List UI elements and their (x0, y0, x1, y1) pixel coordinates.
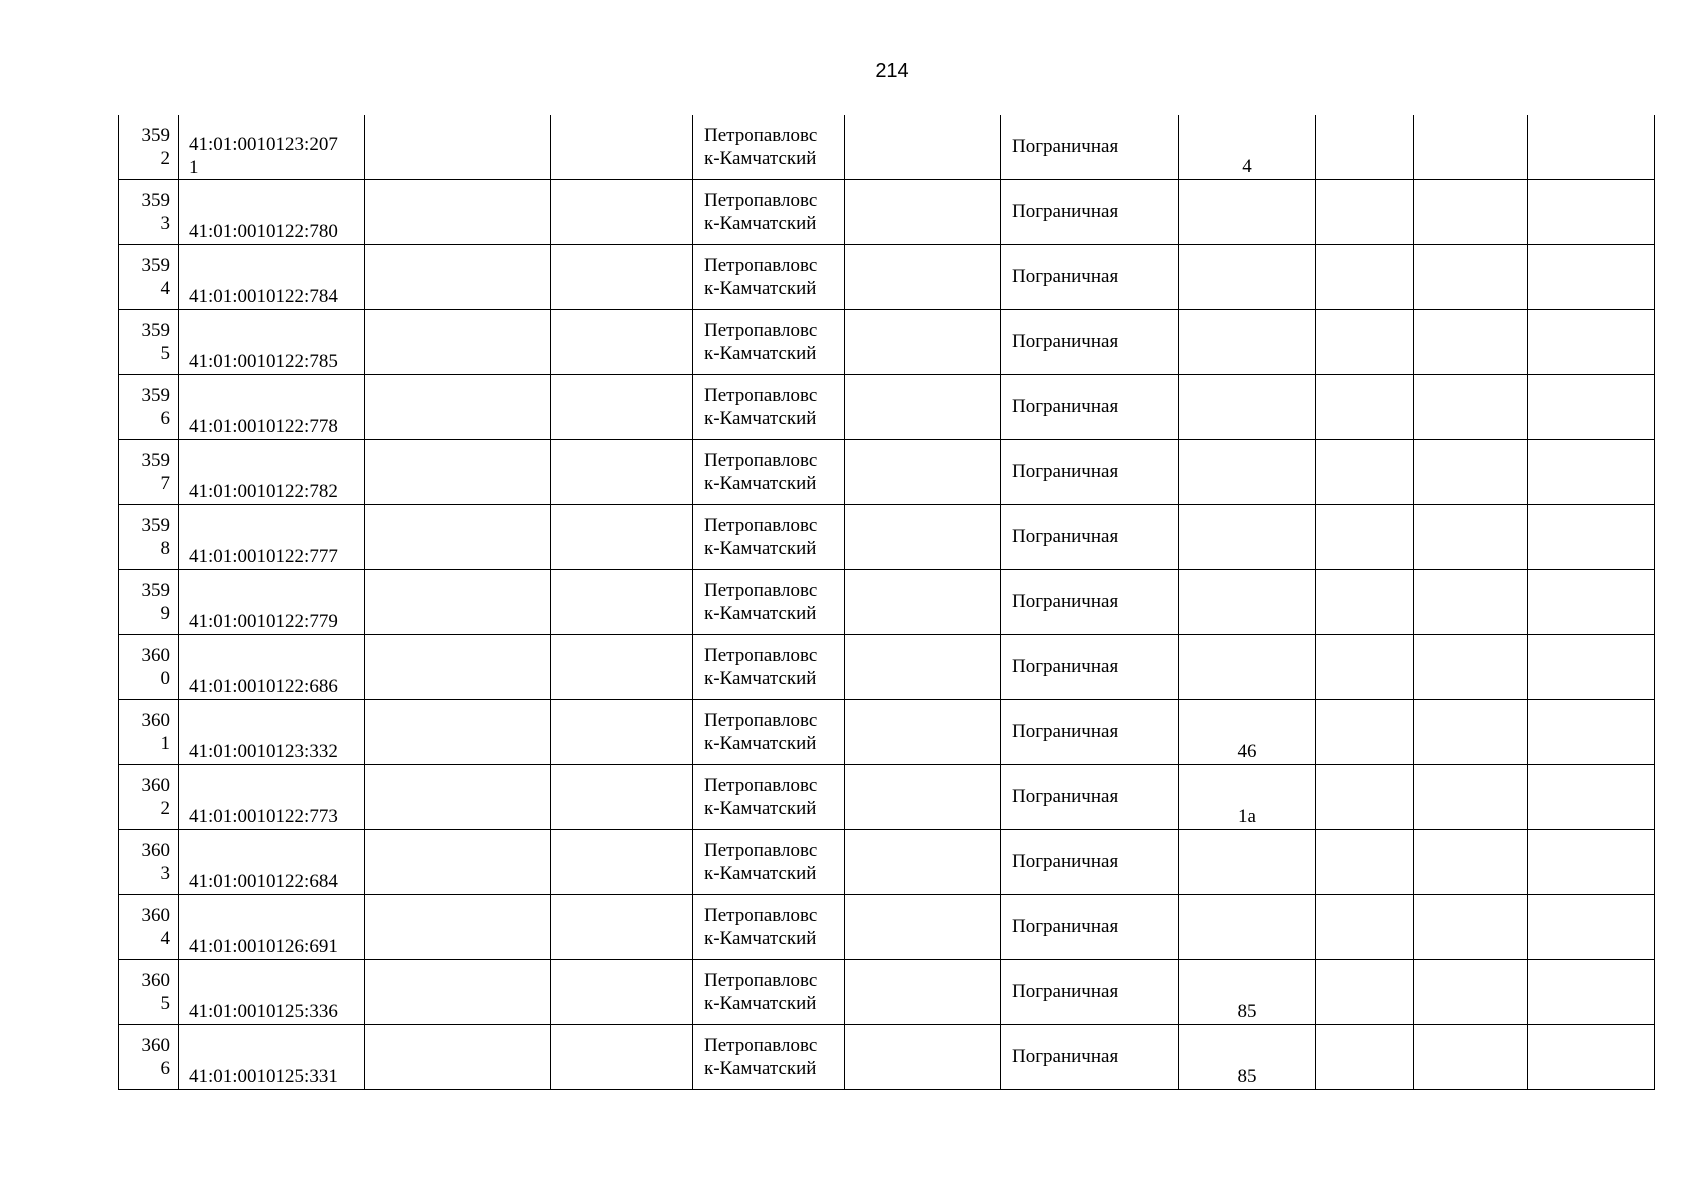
table-row (119, 570, 1655, 635)
street-name: Пограничная (1012, 721, 1119, 742)
empty-cell (551, 635, 693, 700)
house-number-cell (1179, 505, 1316, 570)
row-number-bottom: 8 (160, 538, 170, 559)
empty-cell (365, 700, 551, 765)
city-name: Петропавловс к-Камчатский (704, 840, 818, 884)
street-cell (1001, 830, 1179, 895)
empty-cell (1414, 895, 1528, 960)
house-number-cell (1179, 700, 1316, 765)
street-name: Пограничная (1012, 461, 1119, 482)
table-row (119, 440, 1655, 505)
street-cell (1001, 700, 1179, 765)
empty-cell (1316, 635, 1414, 700)
empty-cell (1316, 830, 1414, 895)
row-number-cell (119, 700, 179, 765)
registry-table (118, 115, 1655, 1090)
empty-cell (551, 440, 693, 505)
house-number: 46 (1237, 741, 1257, 762)
street-cell (1001, 765, 1179, 830)
empty-cell (1414, 245, 1528, 310)
house-number: 4 (1242, 156, 1252, 177)
empty-cell (1528, 960, 1655, 1025)
city-cell (693, 505, 845, 570)
empty-cell (845, 115, 1001, 180)
empty-cell (1414, 1025, 1528, 1090)
row-number-bottom: 3 (160, 213, 170, 234)
row-number-cell (119, 830, 179, 895)
city-cell (693, 960, 845, 1025)
empty-cell (365, 570, 551, 635)
row-number-cell (119, 895, 179, 960)
house-number-cell (1179, 570, 1316, 635)
empty-cell (551, 895, 693, 960)
empty-cell (1316, 960, 1414, 1025)
row-number-cell (119, 1025, 179, 1090)
empty-cell (845, 1025, 1001, 1090)
empty-cell (551, 115, 693, 180)
empty-cell (365, 960, 551, 1025)
table-row (119, 765, 1655, 830)
street-cell (1001, 440, 1179, 505)
row-number-top: 359 (141, 450, 170, 471)
empty-cell (1316, 245, 1414, 310)
row-number-cell (119, 505, 179, 570)
empty-cell (1414, 440, 1528, 505)
empty-cell (1414, 570, 1528, 635)
empty-cell (845, 440, 1001, 505)
row-number-bottom: 2 (160, 148, 170, 169)
table-row (119, 505, 1655, 570)
city-name: Петропавловс к-Камчатский (704, 580, 818, 624)
cadastral-number-cell (179, 115, 365, 180)
cadastral-number: 41:01:0010122:780 (189, 221, 338, 242)
city-cell (693, 830, 845, 895)
empty-cell (845, 180, 1001, 245)
cadastral-number: 41:01:0010122:684 (189, 871, 338, 892)
empty-cell (845, 895, 1001, 960)
cadastral-number: 41:01:0010122:779 (189, 611, 338, 632)
house-number-cell (1179, 115, 1316, 180)
empty-cell (1528, 570, 1655, 635)
empty-cell (1316, 1025, 1414, 1090)
city-cell (693, 1025, 845, 1090)
empty-cell (365, 440, 551, 505)
empty-cell (1414, 375, 1528, 440)
empty-cell (1528, 895, 1655, 960)
house-number-cell (1179, 895, 1316, 960)
cadastral-number-cell (179, 700, 365, 765)
empty-cell (1528, 1025, 1655, 1090)
city-cell (693, 180, 845, 245)
empty-cell (1528, 505, 1655, 570)
cadastral-number-cell (179, 505, 365, 570)
empty-cell (1316, 765, 1414, 830)
table-row (119, 245, 1655, 310)
table-row (119, 375, 1655, 440)
row-number-cell (119, 180, 179, 245)
empty-cell (1414, 765, 1528, 830)
cadastral-number-cell (179, 375, 365, 440)
house-number-cell (1179, 375, 1316, 440)
city-name: Петропавловс к-Камчатский (704, 385, 818, 429)
city-name: Петропавловс к-Камчатский (704, 190, 818, 234)
cadastral-number: 41:01:0010126:691 (189, 936, 338, 957)
city-cell (693, 765, 845, 830)
city-name: Петропавловс к-Камчатский (704, 775, 818, 819)
city-cell (693, 245, 845, 310)
row-number-cell (119, 245, 179, 310)
street-name: Пограничная (1012, 331, 1119, 352)
row-number-top: 360 (141, 840, 170, 861)
street-cell (1001, 570, 1179, 635)
row-number-cell (119, 570, 179, 635)
row-number-bottom: 2 (160, 798, 170, 819)
row-number-top: 359 (141, 125, 170, 146)
row-number-bottom: 6 (160, 1058, 170, 1079)
empty-cell (1316, 895, 1414, 960)
cadastral-number: 41:01:0010122:778 (189, 416, 338, 437)
empty-cell (551, 245, 693, 310)
city-cell (693, 375, 845, 440)
table-row (119, 115, 1655, 180)
row-number-bottom: 1 (160, 733, 170, 754)
city-cell (693, 895, 845, 960)
empty-cell (1316, 375, 1414, 440)
row-number-cell (119, 960, 179, 1025)
cadastral-number: 41:01:0010122:784 (189, 286, 338, 307)
cadastral-number-cell (179, 245, 365, 310)
empty-cell (1528, 830, 1655, 895)
house-number-cell (1179, 960, 1316, 1025)
empty-cell (365, 830, 551, 895)
empty-cell (365, 375, 551, 440)
row-number-bottom: 4 (160, 928, 170, 949)
row-number-top: 359 (141, 385, 170, 406)
house-number: 85 (1237, 1066, 1257, 1087)
empty-cell (551, 1025, 693, 1090)
city-name: Петропавловс к-Камчатский (704, 905, 818, 949)
empty-cell (365, 505, 551, 570)
street-cell (1001, 310, 1179, 375)
street-name: Пограничная (1012, 396, 1119, 417)
table-row (119, 700, 1655, 765)
cadastral-number-cell (179, 635, 365, 700)
row-number-top: 360 (141, 1035, 170, 1056)
row-number-bottom: 3 (160, 863, 170, 884)
row-number-top: 360 (141, 710, 170, 731)
empty-cell (1528, 700, 1655, 765)
street-name: Пограничная (1012, 656, 1119, 677)
cadastral-number: 41:01:0010122:773 (189, 806, 338, 827)
table-row (119, 180, 1655, 245)
cadastral-number: 41:01:0010122:686 (189, 676, 338, 697)
street-name: Пограничная (1012, 786, 1119, 807)
house-number-cell (1179, 310, 1316, 375)
street-cell (1001, 960, 1179, 1025)
cadastral-number: 41:01:0010122:777 (189, 546, 338, 567)
row-number-cell (119, 440, 179, 505)
empty-cell (1316, 440, 1414, 505)
street-name: Пограничная (1012, 136, 1119, 157)
house-number-cell (1179, 1025, 1316, 1090)
street-name: Пограничная (1012, 526, 1119, 547)
table-row (119, 1025, 1655, 1090)
empty-cell (551, 505, 693, 570)
row-number-top: 360 (141, 645, 170, 666)
city-cell (693, 115, 845, 180)
empty-cell (1316, 700, 1414, 765)
street-cell (1001, 180, 1179, 245)
empty-cell (1414, 635, 1528, 700)
row-number-bottom: 0 (160, 668, 170, 689)
empty-cell (365, 115, 551, 180)
cadastral-number-cell (179, 570, 365, 635)
empty-cell (1414, 505, 1528, 570)
city-cell (693, 310, 845, 375)
house-number-cell (1179, 830, 1316, 895)
street-cell (1001, 1025, 1179, 1090)
street-name: Пограничная (1012, 266, 1119, 287)
cadastral-number: 41:01:0010123:332 (189, 741, 338, 762)
cadastral-number-cell (179, 440, 365, 505)
table-row (119, 310, 1655, 375)
empty-cell (365, 245, 551, 310)
house-number-cell (1179, 180, 1316, 245)
empty-cell (365, 635, 551, 700)
street-name: Пограничная (1012, 851, 1119, 872)
street-cell (1001, 635, 1179, 700)
house-number-cell (1179, 245, 1316, 310)
table-row (119, 960, 1655, 1025)
empty-cell (845, 765, 1001, 830)
empty-cell (365, 765, 551, 830)
empty-cell (845, 245, 1001, 310)
city-cell (693, 700, 845, 765)
cadastral-number-cell (179, 830, 365, 895)
cadastral-number: 41:01:0010125:336 (189, 1001, 338, 1022)
empty-cell (1316, 310, 1414, 375)
empty-cell (1414, 960, 1528, 1025)
empty-cell (845, 310, 1001, 375)
empty-cell (1414, 830, 1528, 895)
street-cell (1001, 115, 1179, 180)
table-row (119, 895, 1655, 960)
empty-cell (1316, 570, 1414, 635)
row-number-bottom: 5 (160, 993, 170, 1014)
empty-cell (551, 570, 693, 635)
empty-cell (845, 375, 1001, 440)
empty-cell (551, 375, 693, 440)
city-name: Петропавловс к-Камчатский (704, 710, 818, 754)
empty-cell (1528, 180, 1655, 245)
empty-cell (1316, 115, 1414, 180)
cadastral-number-cell (179, 960, 365, 1025)
cadastral-number-cell (179, 765, 365, 830)
table-row (119, 830, 1655, 895)
row-number-cell (119, 765, 179, 830)
city-name: Петропавловс к-Камчатский (704, 255, 818, 299)
cadastral-number: 41:01:0010122:782 (189, 481, 338, 502)
table-row (119, 635, 1655, 700)
city-name: Петропавловс к-Камчатский (704, 450, 818, 494)
city-name: Петропавловс к-Камчатский (704, 645, 818, 689)
row-number-top: 359 (141, 580, 170, 601)
street-name: Пограничная (1012, 201, 1119, 222)
empty-cell (845, 830, 1001, 895)
street-name: Пограничная (1012, 591, 1119, 612)
empty-cell (1528, 245, 1655, 310)
empty-cell (551, 310, 693, 375)
street-cell (1001, 505, 1179, 570)
house-number: 1а (1238, 806, 1256, 827)
city-cell (693, 635, 845, 700)
street-cell (1001, 895, 1179, 960)
cadastral-number-cell (179, 310, 365, 375)
street-name: Пограничная (1012, 981, 1119, 1002)
empty-cell (1528, 440, 1655, 505)
empty-cell (551, 830, 693, 895)
empty-cell (1414, 310, 1528, 375)
cadastral-number: 41:01:0010122:785 (189, 351, 338, 372)
row-number-top: 359 (141, 190, 170, 211)
empty-cell (551, 960, 693, 1025)
house-number-cell (1179, 765, 1316, 830)
empty-cell (551, 180, 693, 245)
empty-cell (1414, 700, 1528, 765)
row-number-top: 360 (141, 905, 170, 926)
empty-cell (845, 505, 1001, 570)
house-number-cell (1179, 635, 1316, 700)
row-number-bottom: 7 (160, 473, 170, 494)
cadastral-number: 41:01:0010125:331 (189, 1066, 338, 1087)
empty-cell (845, 570, 1001, 635)
empty-cell (1414, 115, 1528, 180)
street-cell (1001, 245, 1179, 310)
cadastral-number-cell (179, 1025, 365, 1090)
city-name: Петропавловс к-Камчатский (704, 320, 818, 364)
house-number-cell (1179, 440, 1316, 505)
empty-cell (365, 895, 551, 960)
row-number-top: 360 (141, 775, 170, 796)
page-number: 214 (875, 60, 909, 82)
row-number-cell (119, 375, 179, 440)
row-number-cell (119, 115, 179, 180)
city-cell (693, 570, 845, 635)
row-number-cell (119, 310, 179, 375)
empty-cell (1528, 115, 1655, 180)
empty-cell (365, 310, 551, 375)
street-name: Пограничная (1012, 916, 1119, 937)
cadastral-number-cell (179, 895, 365, 960)
city-name: Петропавловс к-Камчатский (704, 970, 818, 1014)
empty-cell (845, 635, 1001, 700)
empty-cell (1528, 375, 1655, 440)
row-number-bottom: 5 (160, 343, 170, 364)
city-name: Петропавловс к-Камчатский (704, 515, 818, 559)
empty-cell (1414, 180, 1528, 245)
cadastral-number: 41:01:0010123:2071 (189, 134, 338, 178)
empty-cell (845, 700, 1001, 765)
empty-cell (1316, 505, 1414, 570)
street-name: Пограничная (1012, 1046, 1119, 1067)
house-number: 85 (1237, 1001, 1257, 1022)
empty-cell (551, 700, 693, 765)
city-name: Петропавловс к-Камчатский (704, 125, 818, 169)
row-number-top: 359 (141, 515, 170, 536)
empty-cell (365, 1025, 551, 1090)
row-number-top: 359 (141, 255, 170, 276)
empty-cell (845, 960, 1001, 1025)
empty-cell (1528, 635, 1655, 700)
row-number-top: 359 (141, 320, 170, 341)
street-cell (1001, 375, 1179, 440)
row-number-top: 360 (141, 970, 170, 991)
empty-cell (365, 180, 551, 245)
city-cell (693, 440, 845, 505)
row-number-bottom: 9 (160, 603, 170, 624)
cadastral-number-cell (179, 180, 365, 245)
row-number-bottom: 6 (160, 408, 170, 429)
row-number-bottom: 4 (160, 278, 170, 299)
row-number-cell (119, 635, 179, 700)
empty-cell (1528, 310, 1655, 375)
empty-cell (551, 765, 693, 830)
table-body (119, 115, 1655, 1090)
empty-cell (1316, 180, 1414, 245)
empty-cell (1528, 765, 1655, 830)
city-name: Петропавловс к-Камчатский (704, 1035, 818, 1079)
